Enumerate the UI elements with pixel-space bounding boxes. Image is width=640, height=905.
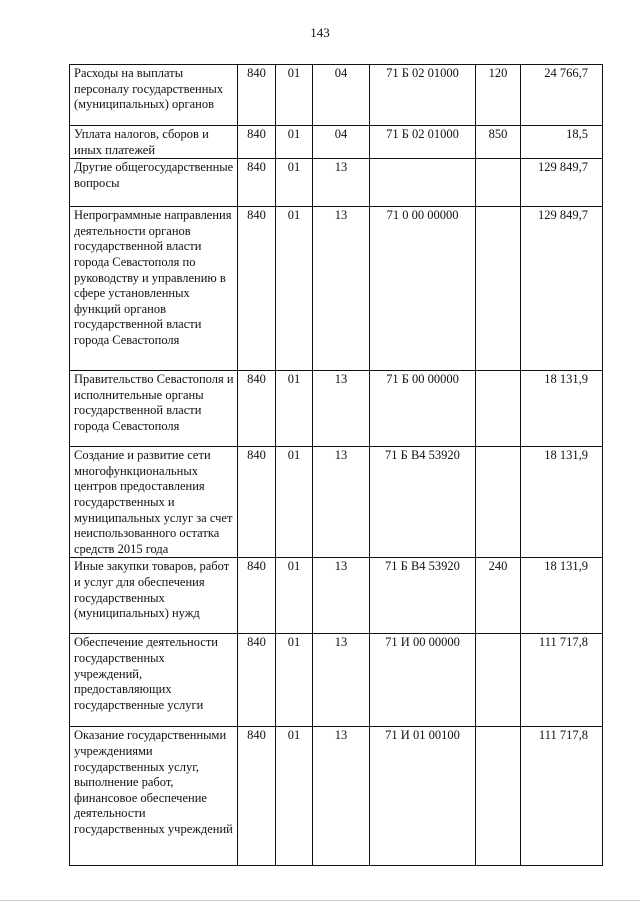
subsection-code-cell: 13: [313, 727, 370, 866]
expense-name-cell: Обеспечение деятельности государственных учреждений, предоставляющих государственные услуги: [70, 634, 238, 727]
expense-type-cell: 120: [476, 65, 521, 126]
table-row: [70, 447, 603, 558]
expense-type-cell: 850: [476, 126, 521, 159]
table-row: [70, 634, 603, 727]
amount-cell: 18 131,9: [521, 447, 603, 558]
target-article-cell: 71 0 00 00000: [370, 207, 476, 371]
subsection-code-cell: 13: [313, 159, 370, 207]
department-code-cell: 840: [238, 558, 276, 634]
expense-type-cell: [476, 634, 521, 727]
amount-cell: 111 717,8: [521, 634, 603, 727]
target-article-cell: 71 Б 00 00000: [370, 371, 476, 447]
section-code-cell: 01: [276, 727, 313, 866]
department-code-cell: 840: [238, 65, 276, 126]
section-code-cell: 01: [276, 207, 313, 371]
department-code-cell: 840: [238, 727, 276, 866]
section-code-cell: 01: [276, 558, 313, 634]
subsection-code-cell: 04: [313, 65, 370, 126]
amount-cell: 129 849,7: [521, 207, 603, 371]
target-article-cell: 71 Б 02 01000: [370, 126, 476, 159]
amount-cell: 18,5: [521, 126, 603, 159]
target-article-cell: 71 И 01 00100: [370, 727, 476, 866]
section-code-cell: 01: [276, 65, 313, 126]
expense-name-cell: Оказание государственными учреждениями государственных услуг, выполнение работ, финансовое обеспечение деятельности государственных учреждений: [70, 727, 238, 866]
department-code-cell: 840: [238, 447, 276, 558]
department-code-cell: 840: [238, 126, 276, 159]
amount-cell: 24 766,7: [521, 65, 603, 126]
expense-type-cell: [476, 159, 521, 207]
table-row: [70, 371, 603, 447]
expense-type-cell: [476, 447, 521, 558]
department-code-cell: 840: [238, 634, 276, 727]
section-code-cell: 01: [276, 634, 313, 727]
subsection-code-cell: 04: [313, 126, 370, 159]
target-article-cell: 71 Б 02 01000: [370, 65, 476, 126]
subsection-code-cell: 13: [313, 207, 370, 371]
table-row: [70, 159, 603, 207]
table-row: [70, 558, 603, 634]
department-code-cell: 840: [238, 207, 276, 371]
target-article-cell: 71 Б В4 53920: [370, 447, 476, 558]
subsection-code-cell: 13: [313, 447, 370, 558]
table-row: [70, 207, 603, 371]
department-code-cell: 840: [238, 159, 276, 207]
target-article-cell: 71 И 00 00000: [370, 634, 476, 727]
section-code-cell: 01: [276, 371, 313, 447]
expense-name-cell: Иные закупки товаров, работ и услуг для обеспечения государственных (муниципальных) нужд: [70, 558, 238, 634]
page-number: 143: [310, 25, 330, 40]
expense-name-cell: Правительство Севастополя и исполнительные органы государственной власти города Севастополя: [70, 371, 238, 447]
amount-cell: 111 717,8: [521, 727, 603, 866]
subsection-code-cell: 13: [313, 558, 370, 634]
expense-name-cell: Непрограммные направления деятельности органов государственной власти города Севастополя по руководству и управлению в сфере установленных функций органов государственной власти города Севастополя: [70, 207, 238, 371]
target-article-cell: [370, 159, 476, 207]
expense-name-cell: Уплата налогов, сборов и иных платежей: [70, 126, 238, 159]
expense-type-cell: [476, 371, 521, 447]
page-bottom-rule: [0, 900, 640, 901]
expense-type-cell: [476, 727, 521, 866]
amount-cell: 129 849,7: [521, 159, 603, 207]
subsection-code-cell: 13: [313, 371, 370, 447]
department-code-cell: 840: [238, 371, 276, 447]
expense-type-cell: [476, 207, 521, 371]
section-code-cell: 01: [276, 447, 313, 558]
table-row: [70, 126, 603, 159]
budget-table: [69, 64, 603, 866]
expense-name-cell: Расходы на выплаты персоналу государственных (муниципальных) органов: [70, 65, 238, 126]
amount-cell: 18 131,9: [521, 371, 603, 447]
table-row: [70, 65, 603, 126]
section-code-cell: 01: [276, 126, 313, 159]
table-row: [70, 727, 603, 866]
expense-type-cell: 240: [476, 558, 521, 634]
amount-cell: 18 131,9: [521, 558, 603, 634]
subsection-code-cell: 13: [313, 634, 370, 727]
expense-name-cell: Создание и развитие сети многофункциональных центров предоставления государственных и муниципальных услуг за счет неиспользованного остатка средств 2015 года: [70, 447, 238, 558]
section-code-cell: 01: [276, 159, 313, 207]
expense-name-cell: Другие общегосударственные вопросы: [70, 159, 238, 207]
target-article-cell: 71 Б В4 53920: [370, 558, 476, 634]
